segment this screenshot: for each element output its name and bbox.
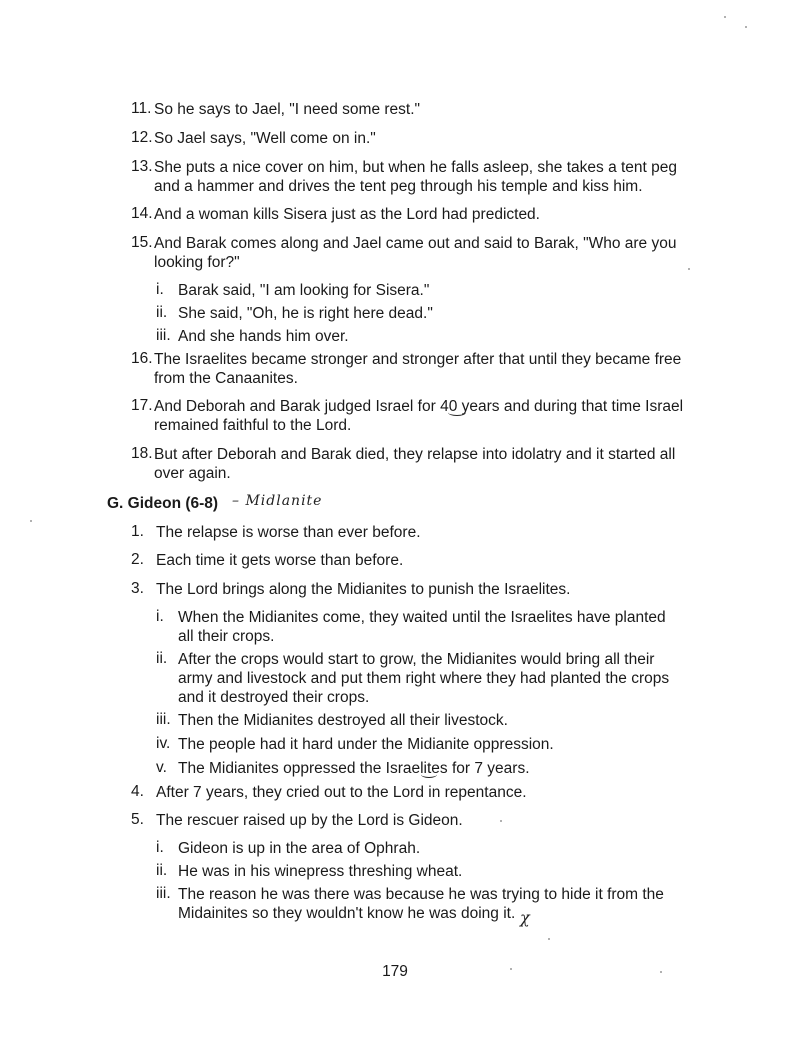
handwritten-underline: [448, 409, 466, 416]
scan-speck: [548, 938, 550, 940]
item-text: And Deborah and Barak judged Israel for 40 years and during that time Israel: [154, 398, 684, 415]
item-text: When the Midianites come, they waited until the Israelites have planted: [178, 609, 666, 626]
item-text: Gideon is up in the area of Ophrah.: [178, 840, 421, 857]
item-text: remained faithful to the Lord.: [154, 417, 352, 434]
item-number: ii.: [156, 862, 168, 879]
item-text: After 7 years, they cried out to the Lord in repentance.: [156, 784, 527, 801]
item-number: 11.: [131, 100, 152, 117]
scan-speck: [500, 820, 502, 822]
item-text: The people had it hard under the Midianite oppression.: [178, 736, 554, 753]
item-number: v.: [156, 759, 167, 776]
item-number: 16.: [131, 350, 153, 367]
item-number: iii.: [156, 327, 171, 344]
item-number: i.: [156, 839, 164, 856]
item-number: iii.: [156, 711, 171, 728]
item-number: 13.: [131, 158, 153, 175]
item-text: The Israelites became stronger and stronger after that until they became free: [154, 351, 682, 368]
item-text: He was in his winepress threshing wheat.: [178, 863, 463, 880]
item-text: army and livestock and put them right where they had planted the crops: [178, 670, 670, 687]
item-text: And she hands him over.: [178, 328, 349, 345]
item-text: Each time it gets worse than before.: [156, 552, 404, 569]
item-text: all their crops.: [178, 628, 275, 645]
item-number: 12.: [131, 129, 153, 146]
item-text: And Barak comes along and Jael came out and said to Barak, "Who are you: [154, 235, 677, 252]
item-number: 17.: [131, 397, 153, 414]
item-text: looking for?": [154, 254, 240, 271]
scan-speck: [30, 520, 32, 522]
item-text: and it destroyed their crops.: [178, 689, 370, 706]
item-text: So he says to Jael, "I need some rest.": [154, 101, 421, 118]
item-number: iv.: [156, 735, 171, 752]
item-text: and a hammer and drives the tent peg through his temple and kiss him.: [154, 178, 643, 195]
scan-speck: [745, 26, 747, 28]
item-text: And a woman kills Sisera just as the Lord had predicted.: [154, 206, 540, 223]
item-text: After the crops would start to grow, the Midianites would bring all their: [178, 651, 655, 668]
handwritten-underline: [421, 771, 437, 778]
item-number: ii.: [156, 650, 168, 667]
item-number: 4.: [131, 783, 144, 800]
scan-speck: [660, 971, 662, 973]
item-number: 1.: [131, 523, 144, 540]
item-text: Then the Midianites destroyed all their livestock.: [178, 712, 508, 729]
handwritten-note: – Midlanite: [232, 493, 323, 509]
item-number: i.: [156, 281, 164, 298]
item-text: She puts a nice cover on him, but when he falls asleep, she takes a tent peg: [154, 159, 678, 176]
item-number: 3.: [131, 580, 144, 597]
item-text: The relapse is worse than ever before.: [156, 524, 421, 541]
item-number: 14.: [131, 205, 153, 222]
item-number: 18.: [131, 445, 153, 462]
item-number: 2.: [131, 551, 144, 568]
item-text: Midainites so they wouldn't know he was doing it.: [178, 905, 516, 922]
scan-speck: [724, 16, 726, 18]
item-text: The Midianites oppressed the Israelites for 7 years.: [178, 760, 530, 777]
item-number: ii.: [156, 304, 168, 321]
item-text: So Jael says, "Well come on in.": [154, 130, 376, 147]
scan-speck: [688, 268, 690, 270]
page-number: 179: [382, 963, 408, 980]
item-text: But after Deborah and Barak died, they relapse into idolatry and it started all: [154, 446, 676, 463]
item-number: 5.: [131, 811, 144, 828]
item-number: i.: [156, 608, 164, 625]
item-text: The rescuer raised up by the Lord is Gideon.: [156, 812, 463, 829]
item-text: She said, "Oh, he is right here dead.": [178, 305, 433, 322]
item-text: from the Canaanites.: [154, 370, 298, 387]
item-text: The Lord brings along the Midianites to punish the Israelites.: [156, 581, 571, 598]
item-text: over again.: [154, 465, 231, 482]
item-number: 15.: [131, 234, 153, 251]
handwritten-mark: χ: [520, 908, 531, 927]
item-number: iii.: [156, 885, 171, 902]
item-text: The reason he was there was because he was trying to hide it from the: [178, 886, 664, 903]
item-text: Barak said, "I am looking for Sisera.": [178, 282, 430, 299]
section-title: G. Gideon (6-8): [107, 495, 219, 512]
scan-speck: [510, 968, 512, 970]
